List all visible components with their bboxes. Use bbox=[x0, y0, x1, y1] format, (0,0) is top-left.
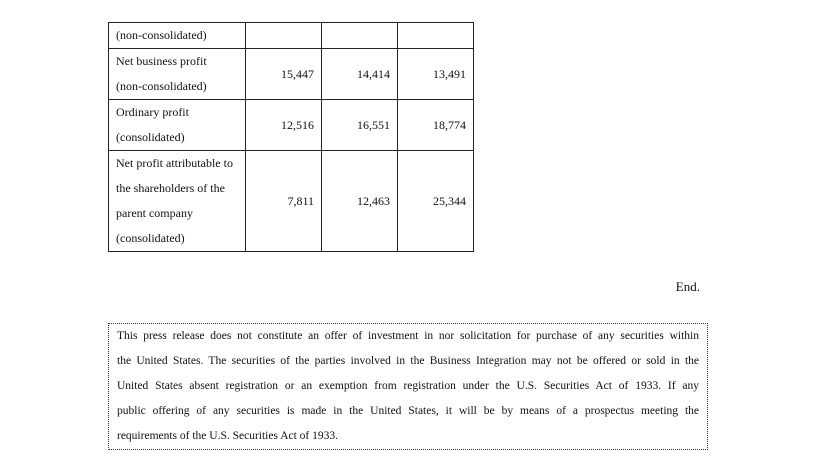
table-row-ordinary-profit bbox=[109, 100, 474, 151]
value-cell-year-3: 25,344 bbox=[398, 151, 474, 252]
value-cell-year-3: 13,491 bbox=[398, 49, 474, 100]
table-row-net-business-profit bbox=[109, 49, 474, 100]
financial-table bbox=[108, 22, 474, 252]
disclaimer-line: requirements of the U.S. Securities Act of 1933. bbox=[117, 430, 339, 442]
row-label-cell bbox=[109, 100, 246, 151]
disclaimer-box bbox=[108, 323, 708, 450]
value-cell-year-3 bbox=[398, 23, 474, 49]
value-cell-year-1: 12,516 bbox=[246, 100, 322, 151]
end-marker: End. bbox=[675, 279, 700, 294]
row-label-cell bbox=[109, 23, 246, 49]
row-label-line: (consolidated) bbox=[116, 130, 185, 144]
value-cell-year-2 bbox=[322, 23, 398, 49]
row-label-line: Net profit attributable to bbox=[116, 156, 233, 170]
value-cell-year-1: 7,811 bbox=[246, 151, 322, 252]
value-cell-year-2: 16,551 bbox=[322, 100, 398, 151]
row-label-line: the shareholders of the bbox=[116, 181, 225, 195]
disclaimer-line: This press release does not constitute an offer of investment in nor solicitation for purchase of any securities within bbox=[117, 330, 699, 342]
row-label-cell bbox=[109, 151, 246, 252]
row-label-cell bbox=[109, 49, 246, 100]
row-label-line: parent company bbox=[116, 206, 193, 220]
row-label-line: Ordinary profit bbox=[116, 105, 189, 119]
value-cell-year-2: 12,463 bbox=[322, 151, 398, 252]
value-cell-year-1 bbox=[246, 23, 322, 49]
disclaimer-line: United States absent registration or an exemption from registration under the U.S. Securities Act of 1933. If any bbox=[117, 380, 699, 392]
row-label-line: (non-consolidated) bbox=[116, 28, 207, 42]
value-cell-year-2: 14,414 bbox=[322, 49, 398, 100]
disclaimer-line: the United States. The securities of the parties involved in the Business Integration may not be offered or sold in the bbox=[117, 355, 699, 367]
table-row-non-consolidated-continued bbox=[109, 23, 474, 49]
row-label-line: (non-consolidated) bbox=[116, 79, 207, 93]
disclaimer-line: public offering of any securities is made in the United States, it will be by means of a prospectus meeting the bbox=[117, 405, 699, 417]
table-row-net-profit-attributable bbox=[109, 151, 474, 252]
value-cell-year-3: 18,774 bbox=[398, 100, 474, 151]
row-label-line: Net business profit bbox=[116, 54, 207, 68]
row-label-line: (consolidated) bbox=[116, 231, 185, 245]
value-cell-year-1: 15,447 bbox=[246, 49, 322, 100]
